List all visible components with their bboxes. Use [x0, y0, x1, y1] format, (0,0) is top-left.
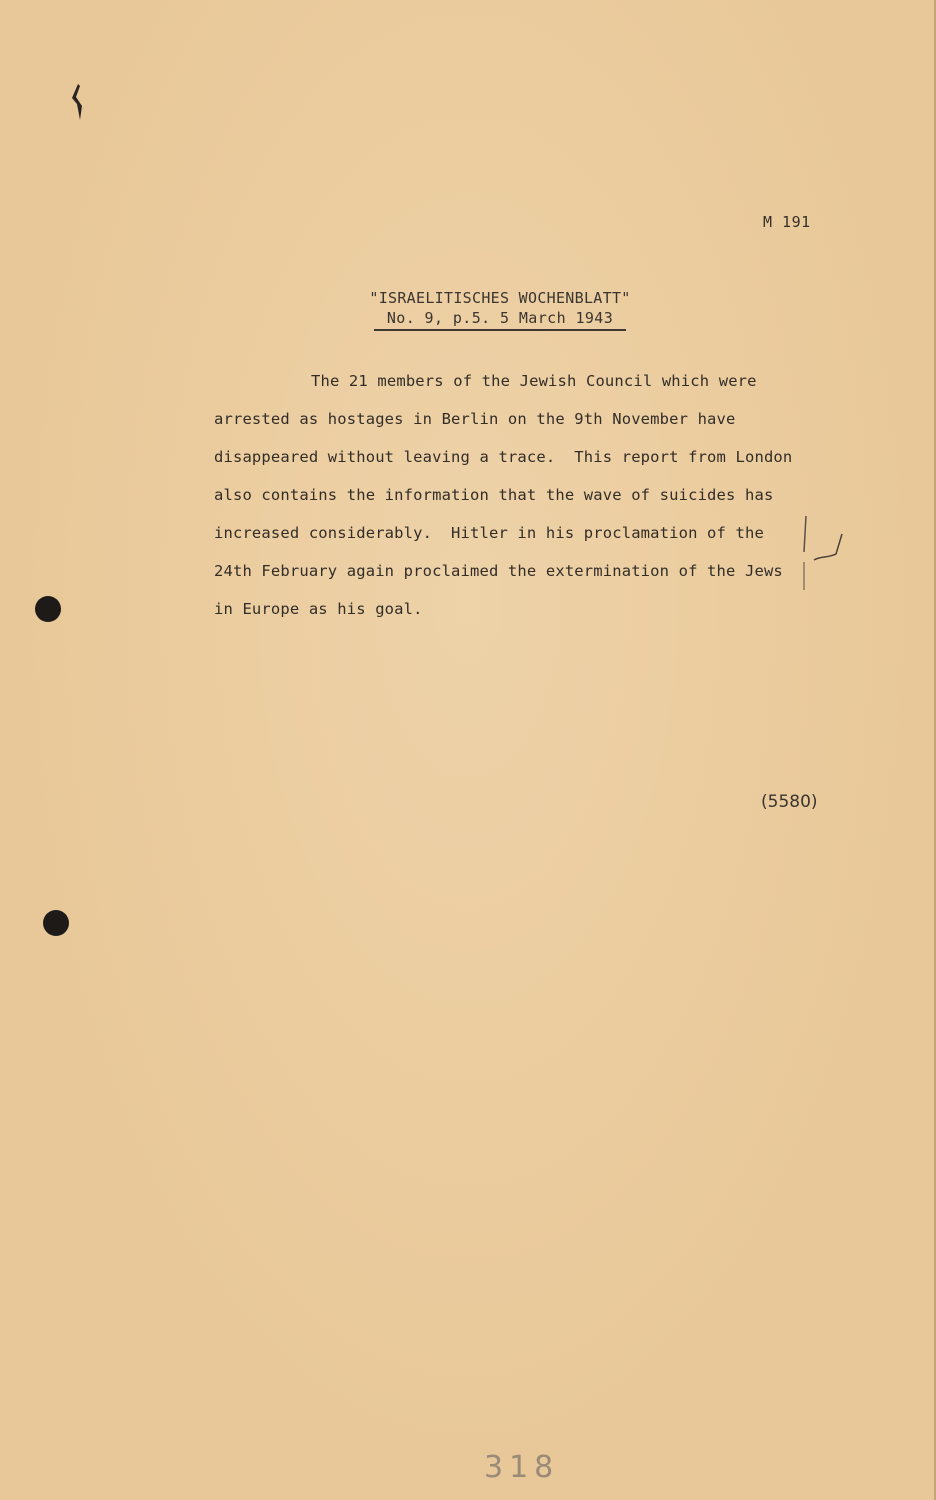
- document-number: (5580): [761, 792, 818, 812]
- body-line: disappeared without leaving a trace. This report from London: [214, 448, 793, 466]
- body-line: in Europe as his goal.: [214, 600, 423, 618]
- body-paragraph: [214, 370, 824, 636]
- body-line: increased considerably. Hitler in his proclamation of the: [214, 524, 764, 542]
- body-line: arrested as hostages in Berlin on the 9th November have: [214, 410, 736, 428]
- body-line: 24th February again proclaimed the extermination of the Jews: [214, 562, 783, 580]
- torn-corner-mark: [68, 82, 88, 126]
- body-line: The 21 members of the Jewish Council which were: [311, 372, 757, 390]
- punch-hole-top: [35, 596, 61, 622]
- punch-hole-bottom: [43, 910, 69, 936]
- body-line: also contains the information that the wave of suicides has: [214, 486, 774, 504]
- document-heading: [340, 288, 660, 331]
- publication-title: "ISRAELITISCHES WOCHENBLATT": [369, 289, 631, 307]
- document-reference: M 191: [763, 213, 811, 231]
- publication-issue: No. 9, p.5. 5 March 1943: [386, 309, 614, 327]
- pencil-page-number: 318: [484, 1450, 560, 1485]
- handwritten-margin-mark: [798, 512, 858, 592]
- heading-underline: [374, 329, 626, 331]
